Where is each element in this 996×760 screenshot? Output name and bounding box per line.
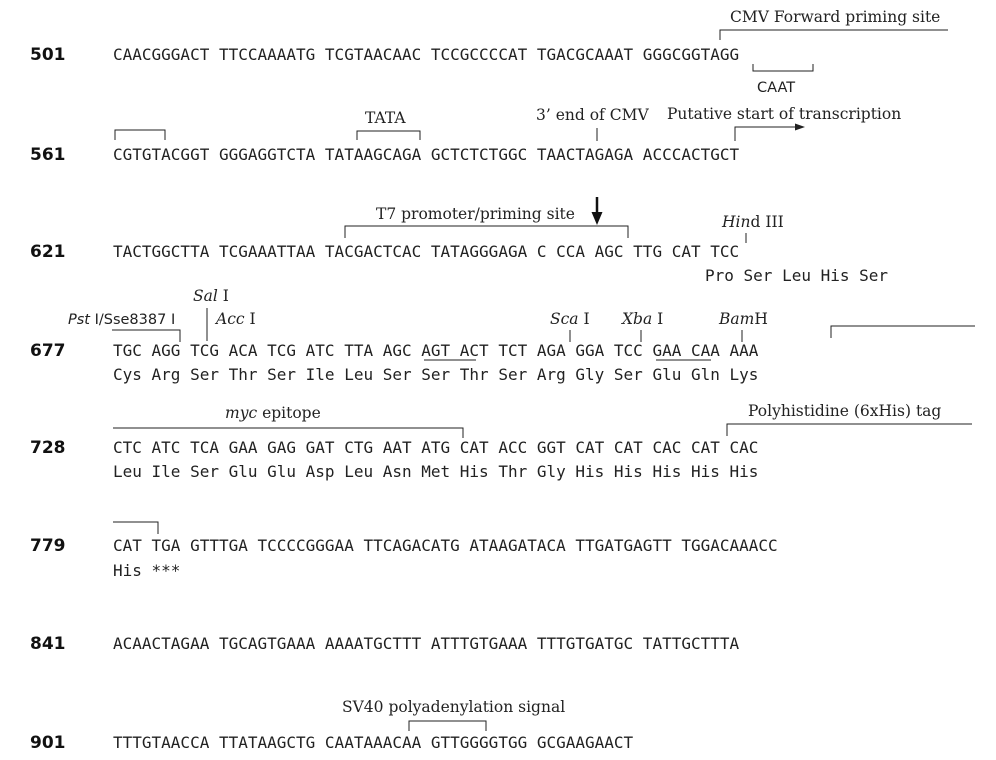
hindiii-label: Hind III bbox=[722, 213, 784, 231]
myc-bracket-end bbox=[113, 428, 463, 438]
sequence-501: CAACGGGACT TTCCAAAATG TCGTAACAAC TCCGCCCCAT TGACGCAAAT GGGCGGTAGG bbox=[113, 45, 740, 64]
sequence-841: ACAACTAGAA TGCAGTGAAA AAAATGCTTT ATTTGTGAAA TTTGTGATGC TATTGCTTTA bbox=[113, 634, 740, 653]
his-tag-bracket-end bbox=[113, 522, 158, 534]
cmv-forward-bracket-end bbox=[115, 130, 165, 140]
position-728: 728 bbox=[30, 438, 66, 458]
sequence-677: TGC AGG TCG ACA TCG ATC TTA AGC AGT ACT TCT AGA GGA TCC GAA CAA AAA bbox=[113, 341, 759, 360]
myc-epitope-label: myc epitope bbox=[225, 404, 321, 422]
bamhi-label: BamH bbox=[719, 310, 768, 328]
position-779: 779 bbox=[30, 536, 66, 556]
his-tag-label: Polyhistidine (6xHis) tag bbox=[748, 402, 942, 420]
sequence-901: TTTGTAACCA TTATAAGCTG CAATAAACAA GTTGGGGTGG GCGAAGAACT bbox=[113, 733, 634, 752]
caat-label: CAAT bbox=[757, 80, 796, 96]
caat-bracket bbox=[753, 64, 813, 71]
position-901: 901 bbox=[30, 733, 66, 753]
psti-label: Pst I/Sse8387 I bbox=[68, 312, 176, 328]
sequence-621: TACTGGCTTA TCGAAATTAA TACGACTCAC TATAGGGAGA C CCA AGC TTG CAT TCC bbox=[113, 242, 740, 261]
cmv-forward-bracket bbox=[720, 30, 948, 40]
position-561: 561 bbox=[30, 145, 66, 165]
transcription-arrow bbox=[735, 127, 798, 141]
sequence-561: CGTGTACGGT GGGAGGTCTA TATAAGCAGA GCTCTCTGGC TAACTAGAGA ACCCACTGCT bbox=[113, 145, 740, 164]
cmv-forward-label: CMV Forward priming site bbox=[730, 8, 941, 26]
xbai-label: Xba I bbox=[622, 310, 664, 328]
transcription-start-label: Putative start of transcription bbox=[667, 105, 902, 123]
sali-label: Sal I bbox=[193, 287, 229, 305]
sv40-bracket bbox=[409, 721, 486, 731]
his-tag-bracket bbox=[727, 424, 972, 436]
position-841: 841 bbox=[30, 634, 66, 654]
sequence-728: CTC ATC TCA GAA GAG GAT CTG AAT ATG CAT ACC GGT CAT CAT CAC CAT CAC bbox=[113, 438, 759, 457]
tata-label: TATA bbox=[365, 109, 406, 127]
translation-779: His *** bbox=[113, 561, 181, 580]
t7-bracket bbox=[345, 226, 628, 238]
tata-bracket bbox=[357, 131, 420, 140]
scai-label: Sca I bbox=[550, 310, 590, 328]
cmv-3end-label: 3’ end of CMV bbox=[536, 106, 649, 124]
position-677: 677 bbox=[30, 341, 66, 361]
translation-621: Pro Ser Leu His Ser bbox=[705, 266, 889, 285]
translation-677: Cys Arg Ser Thr Ser Ile Leu Ser Ser Thr Ser Arg Gly Ser Glu Gln Lys bbox=[113, 365, 759, 384]
sv40-label: SV40 polyadenylation signal bbox=[342, 698, 566, 716]
position-621: 621 bbox=[30, 242, 66, 262]
t7-label: T7 promoter/priming site bbox=[376, 205, 575, 223]
down-arrow-icon bbox=[592, 212, 603, 225]
myc-bracket-start bbox=[831, 326, 975, 338]
position-501: 501 bbox=[30, 45, 66, 65]
transcription-arrowhead bbox=[795, 124, 805, 131]
translation-728: Leu Ile Ser Glu Glu Asp Leu Asn Met His Thr Gly His His His His His bbox=[113, 462, 759, 481]
sequence-779: CAT TGA GTTTGA TCCCCGGGAA TTCAGACATG ATAAGATACA TTGATGAGTT TGGACAAACC bbox=[113, 536, 778, 555]
acci-label: Acc I bbox=[216, 310, 256, 328]
